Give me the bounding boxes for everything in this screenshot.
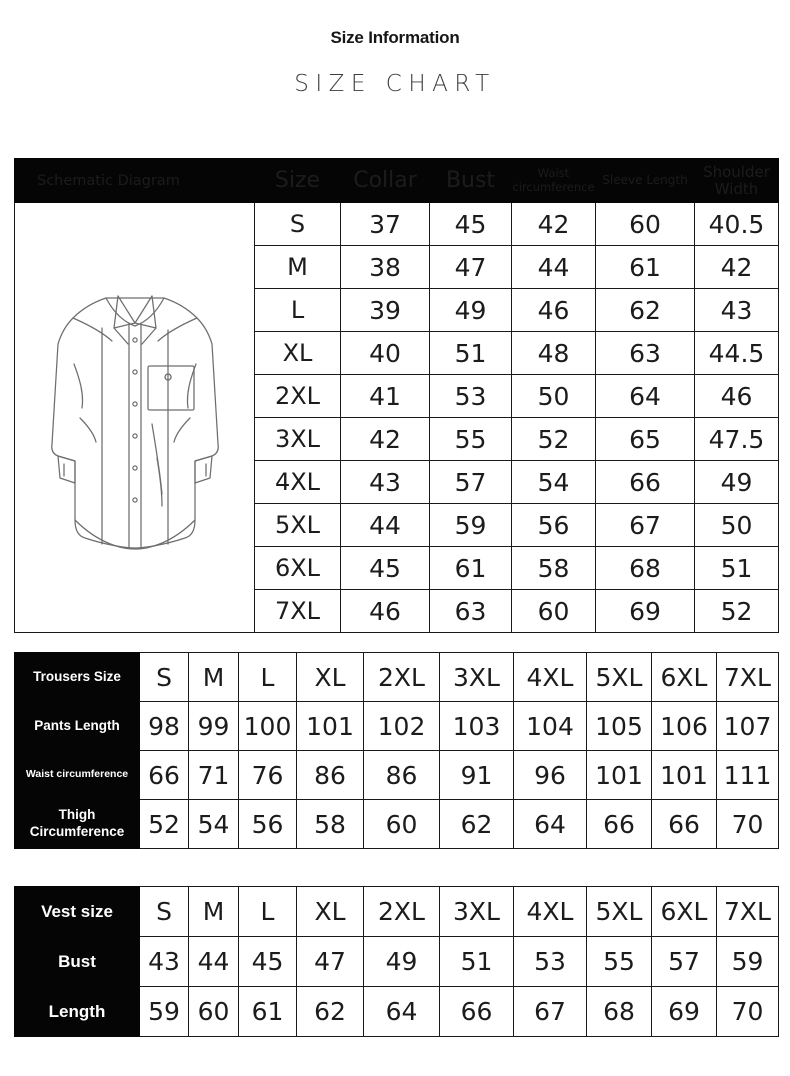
cell-vest-size: 7XL (717, 887, 779, 937)
header-schematic-diagram: Schematic Diagram (15, 159, 255, 203)
cell-shoulder: 49 (695, 461, 779, 504)
cell-trousers-size: 2XL (364, 653, 440, 702)
cell-bust: 61 (430, 547, 512, 590)
cell-sleeve: 63 (596, 332, 695, 375)
cell-waist: 54 (512, 461, 596, 504)
cell-trousers-size: S (140, 653, 189, 702)
cell-collar: 45 (341, 547, 430, 590)
cell-collar: 40 (341, 332, 430, 375)
cell-trousers-size: L (239, 653, 297, 702)
header-shoulder-width: Shoulder Width (695, 159, 779, 203)
cell-sleeve: 60 (596, 203, 695, 246)
shirt-table-header-row (15, 159, 779, 203)
cell-waist-circumference: 101 (652, 751, 717, 800)
row-label-thigh-circumference: Thigh Circumference (15, 800, 140, 849)
cell-collar: 37 (341, 203, 430, 246)
cell-bust: 59 (717, 937, 779, 987)
cell-thigh-circumference: 58 (297, 800, 364, 849)
cell-bust: 47 (430, 246, 512, 289)
page-title: Size Information (330, 28, 460, 47)
cell-shoulder: 47.5 (695, 418, 779, 461)
cell-sleeve: 62 (596, 289, 695, 332)
row-label-vest-size: Vest size (15, 887, 140, 937)
cell-waist-circumference: 96 (514, 751, 587, 800)
cell-waist: 48 (512, 332, 596, 375)
cell-pants-length: 98 (140, 702, 189, 751)
cell-sleeve: 66 (596, 461, 695, 504)
cell-shoulder: 42 (695, 246, 779, 289)
cell-waist: 58 (512, 547, 596, 590)
cell-sleeve: 68 (596, 547, 695, 590)
cell-length: 64 (364, 987, 440, 1037)
cell-waist-circumference: 86 (364, 751, 440, 800)
row-label-waist-circumference: Waist circumference (15, 751, 140, 800)
schematic-diagram-cell (15, 203, 255, 633)
cell-thigh-circumference: 66 (652, 800, 717, 849)
cell-size: 4XL (255, 461, 341, 504)
cell-shoulder: 40.5 (695, 203, 779, 246)
row-label-pants-length: Pants Length (15, 702, 140, 751)
cell-shoulder: 44.5 (695, 332, 779, 375)
table-row (15, 653, 779, 702)
cell-collar: 38 (341, 246, 430, 289)
cell-waist-circumference: 111 (717, 751, 779, 800)
cell-size: 3XL (255, 418, 341, 461)
cell-size: 2XL (255, 375, 341, 418)
cell-bust: 45 (430, 203, 512, 246)
table-row (15, 887, 779, 937)
cell-bust: 53 (514, 937, 587, 987)
cell-length: 68 (587, 987, 652, 1037)
cell-waist: 50 (512, 375, 596, 418)
cell-waist: 52 (512, 418, 596, 461)
cell-vest-size: 2XL (364, 887, 440, 937)
cell-size: M (255, 246, 341, 289)
table-row (15, 987, 779, 1037)
cell-thigh-circumference: 64 (514, 800, 587, 849)
cell-vest-size: 3XL (440, 887, 514, 937)
header-sleeve-length: Sleeve Length (596, 159, 695, 203)
cell-length: 62 (297, 987, 364, 1037)
cell-size: 5XL (255, 504, 341, 547)
cell-length: 60 (189, 987, 239, 1037)
page-subtitle: SIZE CHART (294, 71, 496, 97)
cell-vest-size: 4XL (514, 887, 587, 937)
cell-bust: 59 (430, 504, 512, 547)
cell-bust: 49 (430, 289, 512, 332)
cell-waist-circumference: 86 (297, 751, 364, 800)
cell-size: XL (255, 332, 341, 375)
row-label-length: Length (15, 987, 140, 1037)
cell-thigh-circumference: 62 (440, 800, 514, 849)
cell-waist: 46 (512, 289, 596, 332)
cell-length: 61 (239, 987, 297, 1037)
cell-vest-size: M (189, 887, 239, 937)
cell-pants-length: 107 (717, 702, 779, 751)
row-label-bust: Bust (15, 937, 140, 987)
cell-thigh-circumference: 54 (189, 800, 239, 849)
cell-thigh-circumference: 60 (364, 800, 440, 849)
cell-collar: 39 (341, 289, 430, 332)
cell-length: 70 (717, 987, 779, 1037)
cell-bust: 55 (587, 937, 652, 987)
cell-trousers-size: 3XL (440, 653, 514, 702)
cell-waist: 42 (512, 203, 596, 246)
cell-pants-length: 102 (364, 702, 440, 751)
cell-pants-length: 101 (297, 702, 364, 751)
cell-waist: 56 (512, 504, 596, 547)
cell-trousers-size: XL (297, 653, 364, 702)
cell-collar: 41 (341, 375, 430, 418)
cell-shoulder: 51 (695, 547, 779, 590)
cell-bust: 57 (652, 937, 717, 987)
cell-size: L (255, 289, 341, 332)
cell-trousers-size: 5XL (587, 653, 652, 702)
cell-bust: 45 (239, 937, 297, 987)
cell-size: 6XL (255, 547, 341, 590)
cell-waist-circumference: 66 (140, 751, 189, 800)
cell-bust: 43 (140, 937, 189, 987)
cell-pants-length: 104 (514, 702, 587, 751)
cell-thigh-circumference: 56 (239, 800, 297, 849)
header-size: Size (255, 159, 341, 203)
cell-collar: 46 (341, 590, 430, 633)
cell-pants-length: 99 (189, 702, 239, 751)
cell-sleeve: 65 (596, 418, 695, 461)
cell-bust: 49 (364, 937, 440, 987)
cell-length: 69 (652, 987, 717, 1037)
cell-thigh-circumference: 66 (587, 800, 652, 849)
cell-collar: 43 (341, 461, 430, 504)
cell-vest-size: S (140, 887, 189, 937)
table-row (15, 937, 779, 987)
cell-length: 59 (140, 987, 189, 1037)
table-row (15, 800, 779, 849)
vest-size-table (14, 886, 779, 1037)
cell-shoulder: 43 (695, 289, 779, 332)
cell-size: S (255, 203, 341, 246)
cell-length: 66 (440, 987, 514, 1037)
cell-trousers-size: M (189, 653, 239, 702)
shirt-size-table (14, 158, 779, 633)
cell-sleeve: 69 (596, 590, 695, 633)
cell-bust: 51 (440, 937, 514, 987)
cell-bust: 44 (189, 937, 239, 987)
cell-sleeve: 61 (596, 246, 695, 289)
cell-bust: 55 (430, 418, 512, 461)
cell-bust: 53 (430, 375, 512, 418)
cell-length: 67 (514, 987, 587, 1037)
cell-pants-length: 105 (587, 702, 652, 751)
table-row (15, 203, 779, 246)
row-label-trousers-size: Trousers Size (15, 653, 140, 702)
table-row (15, 751, 779, 800)
cell-collar: 42 (341, 418, 430, 461)
cell-thigh-circumference: 52 (140, 800, 189, 849)
table-row (15, 702, 779, 751)
cell-waist: 44 (512, 246, 596, 289)
cell-waist-circumference: 76 (239, 751, 297, 800)
cell-bust: 63 (430, 590, 512, 633)
cell-collar: 44 (341, 504, 430, 547)
cell-waist-circumference: 71 (189, 751, 239, 800)
cell-waist: 60 (512, 590, 596, 633)
cell-bust: 51 (430, 332, 512, 375)
cell-shoulder: 50 (695, 504, 779, 547)
cell-shoulder: 52 (695, 590, 779, 633)
cell-vest-size: 6XL (652, 887, 717, 937)
cell-vest-size: XL (297, 887, 364, 937)
cell-bust: 47 (297, 937, 364, 987)
cell-trousers-size: 4XL (514, 653, 587, 702)
cell-trousers-size: 6XL (652, 653, 717, 702)
cell-vest-size: L (239, 887, 297, 937)
cell-size: 7XL (255, 590, 341, 633)
cell-thigh-circumference: 70 (717, 800, 779, 849)
header-bust: Bust (430, 159, 512, 203)
cell-sleeve: 67 (596, 504, 695, 547)
dress-shirt-icon (44, 268, 226, 568)
cell-bust: 57 (430, 461, 512, 504)
cell-vest-size: 5XL (587, 887, 652, 937)
cell-waist-circumference: 91 (440, 751, 514, 800)
header-waist-circumference: Waist circumference (512, 159, 596, 203)
cell-pants-length: 103 (440, 702, 514, 751)
cell-pants-length: 100 (239, 702, 297, 751)
cell-pants-length: 106 (652, 702, 717, 751)
cell-shoulder: 46 (695, 375, 779, 418)
header-collar: Collar (341, 159, 430, 203)
cell-trousers-size: 7XL (717, 653, 779, 702)
trousers-size-table (14, 652, 779, 849)
cell-sleeve: 64 (596, 375, 695, 418)
cell-waist-circumference: 101 (587, 751, 652, 800)
